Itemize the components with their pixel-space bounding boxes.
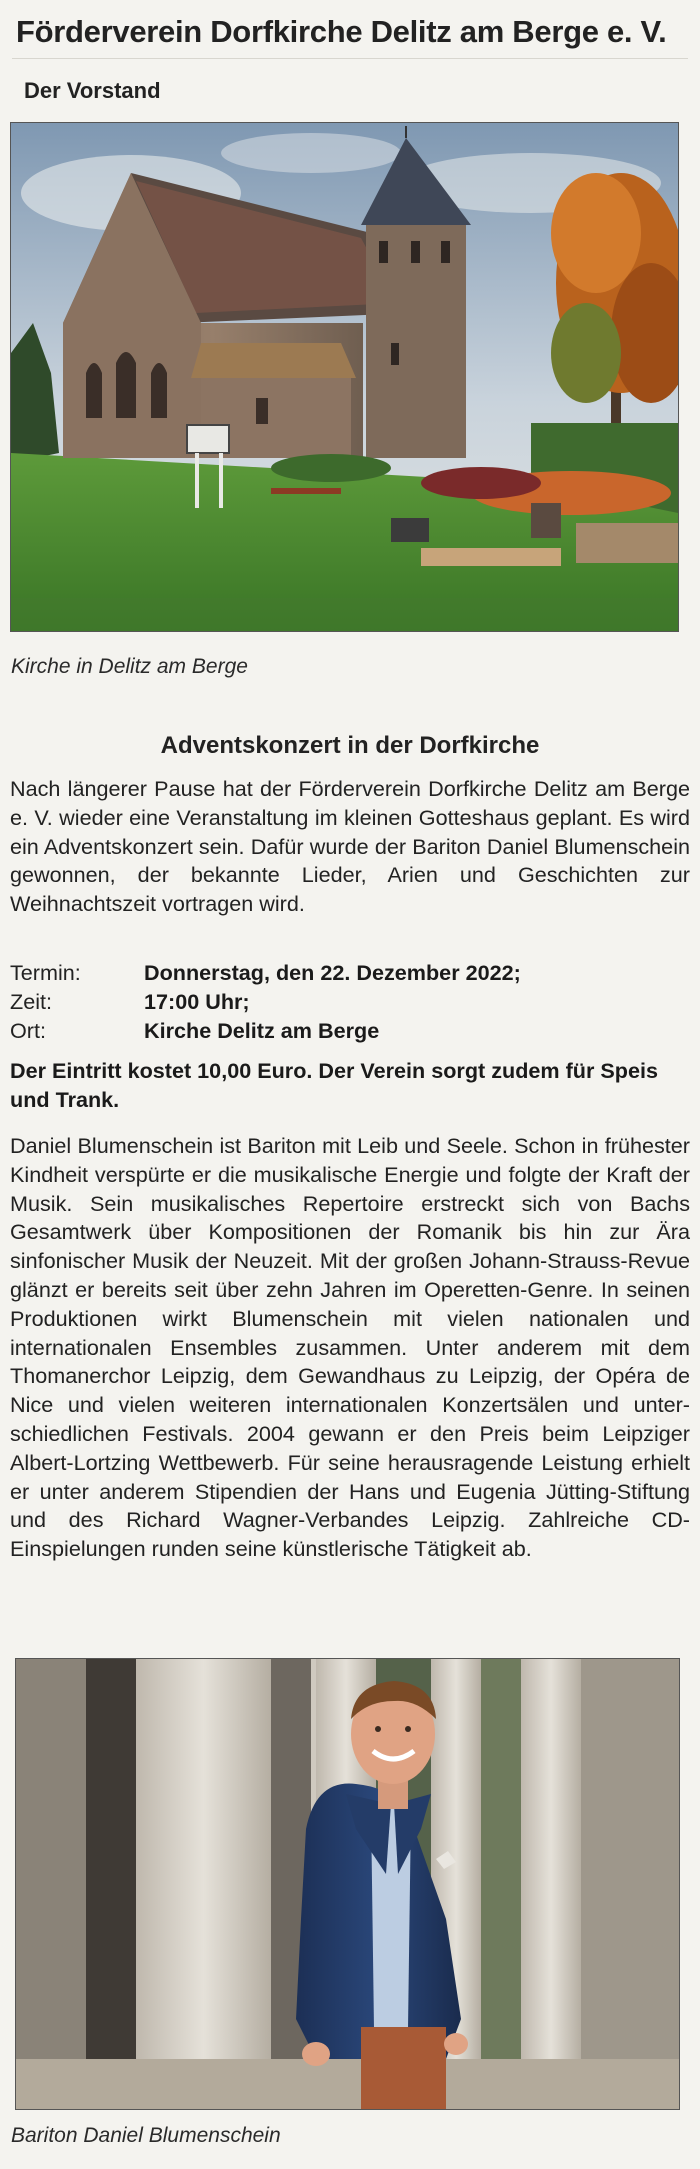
article-title: Adventskonzert in der Dorfkirche — [160, 732, 540, 759]
page-title: Förderverein Dorfkirche Delitz am Berge e. V. — [16, 14, 667, 49]
detail-row-time — [10, 987, 690, 1016]
portrait-photo — [15, 1658, 680, 2110]
column — [136, 1659, 271, 2109]
detail-value: 17:00 Uhr; — [144, 989, 250, 1014]
portrait-photo-caption: Bariton Daniel Blumenschein — [11, 2124, 281, 2147]
detail-value: Donnerstag, den 22. Dezember 2022; — [144, 960, 521, 985]
church-photo — [10, 122, 679, 632]
detail-value: Kirche Delitz am Berge — [144, 1018, 380, 1043]
section-title: Der Vorstand — [24, 78, 161, 103]
column — [86, 1659, 136, 2109]
artist-biography: Daniel Blumenschein ist Bariton mit Leib und Seele. Schon in frühester Kindheit verspürte er die musikalische Energie und folgte der Kraft der Musik. Sein musikalisches Repertoire erstreckt sich von Bachs Gesamtwerk über Kompositionen der Romanik bis hin zur Ära sinfonischer Musik der Neuzeit. Mit der großen Johann-Strauss-Revue glänzt er bereits seit über zehn Jahren im Operetten-Genre. In seinen Produktionen wirkt Blumenschein mit vielen nationalen und internationalen Ensembles zusammen. Unter anderem mit dem Thomanerchor Leipzig, dem Gewandhaus zu Leipzig, der Opéra de Nice und vielen weiteren internationalen Konzertsälen und unterschiedlichen Festivals. 2004 gewann er den Preis beim Leipziger Albert-Lortzing Wettbewerb. Für seine herausragende Leistung erhielt er unter anderem Stipendien der Hans und Eugenia Jütting-Stiftung und des Richard Wagner-Verbandes Leipzig. Zahlreiche CD-Einspielungen runden seine künstlerische Tätigkeit ab. — [10, 1133, 690, 1562]
detail-label: Zeit: — [10, 989, 52, 1014]
detail-row-date — [10, 958, 690, 987]
column — [521, 1659, 581, 2109]
church-photo-caption: Kirche in Delitz am Berge — [11, 655, 248, 678]
masthead — [12, 8, 688, 59]
entry-fee-note: Der Eintritt kostet 10,00 Euro. Der Verein sorgt zudem für Speis und Trank. — [10, 1058, 658, 1112]
detail-label: Ort: — [10, 1018, 46, 1043]
article-intro: Nach längerer Pause hat der Förderverein Dorfkirche Delitz am Berge e. V. wieder eine Veranstaltung im kleinen Gotteshaus geplant. Es wird ein Adventskonzert sein. Dafür wurde der Bariton Daniel Blumenschein gewonnen, der bekannte Lieder, Arien und Geschichten zur Weihnachtszeit vortragen wird. — [10, 776, 690, 917]
column — [16, 1659, 86, 2109]
detail-row-location — [10, 1016, 690, 1045]
detail-label: Termin: — [10, 960, 81, 985]
event-details — [10, 958, 690, 1045]
